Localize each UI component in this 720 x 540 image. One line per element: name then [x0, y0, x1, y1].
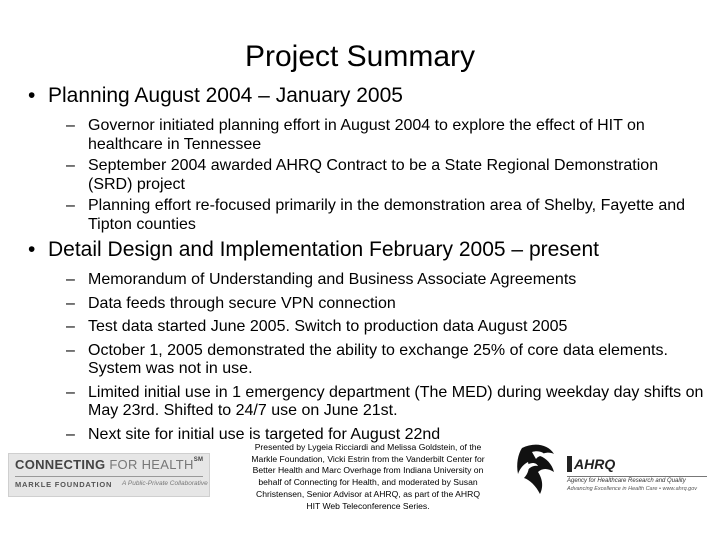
list-item: – Planning effort re-focused primarily in the demonstration area of Shelby, Fayette and Tipton counties	[66, 197, 686, 233]
list-item: – Data feeds through secure VPN connection	[66, 294, 396, 312]
logo-divider	[15, 476, 203, 477]
bullet-icon: •	[28, 84, 36, 107]
dash-icon: –	[66, 318, 75, 335]
list-item: – Governor initiated planning effort in August 2004 to explore the effect of HIT on healthcare in Tennessee	[66, 117, 645, 153]
list-item: – September 2004 awarded AHRQ Contract to be a State Regional Demonstration (SRD) project	[66, 157, 659, 193]
dash-icon: –	[66, 425, 75, 443]
list-item: – October 1, 2005 demonstrated the ability to exchange 25% of core data elements. System was not in use.	[66, 341, 668, 377]
section-heading-text: Planning August 2004 – January 2005	[48, 84, 403, 107]
markle-foundation-label: MARKLE FOUNDATION	[15, 480, 113, 489]
bullet-icon: •	[28, 238, 36, 261]
list-item: – Limited initial use in 1 emergency department (The MED) during weekday day shifts on May 23rd. Shifted to 24/7 use on June 21st.	[66, 383, 704, 419]
ahrq-mark-icon	[567, 456, 572, 472]
list-item: – Test data started June 2005. Switch to production data August 2005	[66, 318, 568, 335]
dash-icon: –	[66, 294, 75, 312]
planning-sub-list	[66, 117, 706, 237]
list-item: – Next site for initial use is targeted for August 22nd	[66, 425, 441, 443]
dash-icon: –	[66, 383, 75, 401]
dash-icon: –	[66, 157, 75, 174]
ahrq-logo: AHRQ Agency for Healthcare Research and Quality Advancing Excellence in Health Care • www.ahrq.gov	[567, 456, 707, 498]
section-heading-planning	[28, 84, 403, 108]
dash-icon: –	[66, 117, 75, 134]
dash-icon: –	[66, 271, 75, 288]
list-item: – Memorandum of Understanding and Business Associate Agreements	[66, 271, 577, 288]
footer	[0, 440, 720, 540]
ahrq-divider	[567, 476, 707, 477]
logo-tagline: A Public-Private Collaborative	[122, 480, 208, 487]
dash-icon: –	[66, 197, 75, 214]
section-heading-design	[28, 238, 599, 262]
design-sub-list	[66, 271, 706, 449]
presenter-credit: Presented by Lygeia Ricciardi and Melissa Goldstein, of the Markle Foundation, Vicki Estrin from the Vanderbilt Center for Better Health and Marc Overhage from Indiana University on behalf of Connecting for Health, and moderated by Susan Christensen, Senior Advisor at AHRQ, as part of the AHRQ HIT Web Teleconference Series.	[251, 442, 485, 511]
section-heading-text: Detail Design and Implementation February 2005 – present	[48, 238, 599, 261]
slide-title: Project Summary	[244, 40, 476, 73]
dash-icon: –	[66, 341, 75, 359]
connecting-for-health-logo: CONNECTING FOR HEALTH℠ MARKLE FOUNDATION A Public-Private Collaborative	[8, 453, 210, 497]
hhs-eagle-icon	[512, 440, 564, 498]
